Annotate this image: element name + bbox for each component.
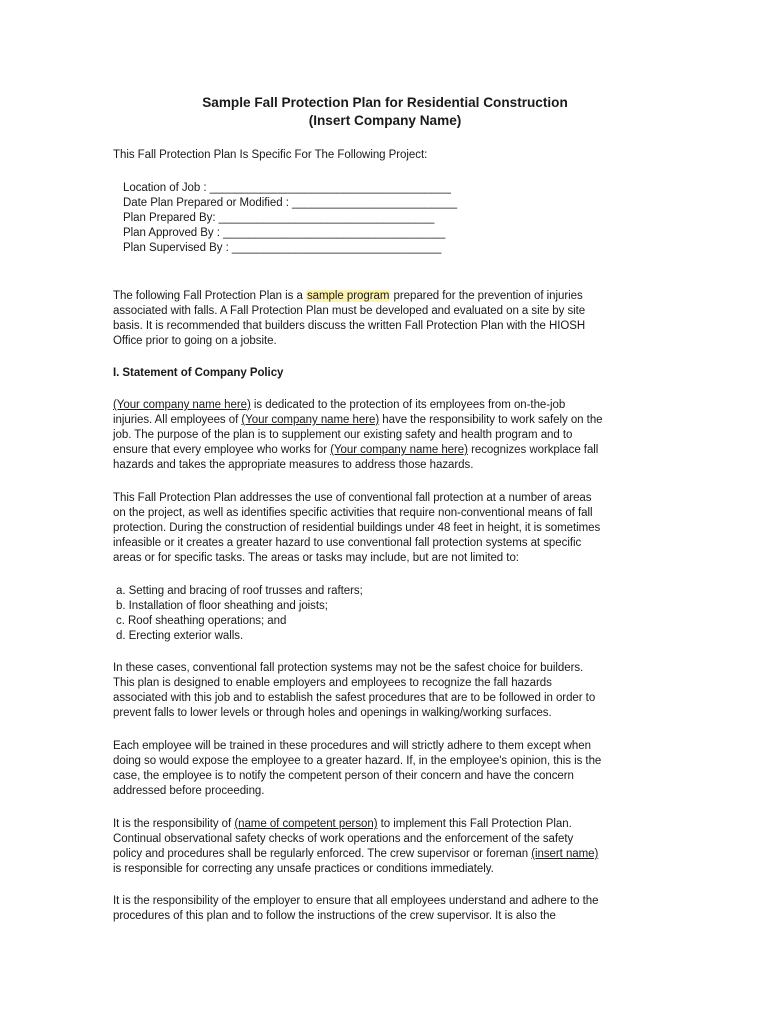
- fill-blank: _________________________________: [231, 242, 442, 254]
- fill-blank: __________________________________: [218, 212, 435, 224]
- fill-blank: ______________________________________: [209, 182, 451, 194]
- title-line-2: (Insert Company Name): [308, 113, 462, 128]
- placeholder-company-name: (Your company name here): [113, 399, 251, 411]
- field-plan-supervised-by: Plan Supervised By : _________________________________: [123, 242, 442, 254]
- project-fields: [123, 181, 668, 256]
- field-date-plan-prepared: Date Plan Prepared or Modified : __________________________: [123, 197, 458, 209]
- task-list: [116, 584, 661, 644]
- placeholder-insert-name: (insert name): [531, 848, 599, 860]
- field-plan-prepared-by: Plan Prepared By: __________________________________: [123, 212, 435, 224]
- field-location-of-job: Location of Job : ______________________________________: [123, 182, 451, 194]
- list-item: c. Roof sheathing operations; and: [116, 615, 287, 627]
- document-title: [0, 94, 770, 130]
- field-plan-approved-by: Plan Approved By : ___________________________________: [123, 227, 446, 239]
- placeholder-competent-person: (name of competent person): [234, 818, 378, 830]
- paragraph-employee-training: Each employee will be trained in these procedures and will strictly adhere to them except when doing so would expose the employee to a greater hazard. If, in the employee's opinion, this is the case, the employee is to notify the competent person of their concern and have the concern addressed before proceeding.: [113, 740, 602, 797]
- placeholder-company-name: (Your company name here): [330, 444, 468, 456]
- list-item: b. Installation of floor sheathing and joists;: [116, 600, 328, 612]
- fill-blank: ___________________________________: [223, 227, 446, 239]
- highlight-sample-program: sample program: [306, 290, 390, 302]
- list-item: d. Erecting exterior walls.: [116, 630, 244, 642]
- title-line-1: Sample Fall Protection Plan for Residential Construction: [202, 95, 568, 110]
- intro-text: This Fall Protection Plan Is Specific For The Following Project:: [113, 149, 428, 161]
- fill-blank: __________________________: [292, 197, 458, 209]
- paragraph-conventional-systems: In these cases, conventional fall protection systems may not be the safest choice for builders. This plan is designed to enable employers and employees to recognize the fall hazards associated with this job and to establish the safest procedures that are to be followed in order to prevent falls to lower levels or through holes and openings in walking/working surfaces.: [113, 662, 596, 719]
- list-item: a. Setting and bracing of roof trusses and rafters;: [116, 585, 363, 597]
- paragraph-employer-responsibility: It is the responsibility of the employer to ensure that all employees understand and adhere to the procedures of this plan and to follow the instructions of the crew supervisor. It is also the: [113, 895, 599, 922]
- section-heading-company-policy: I. Statement of Company Policy: [113, 367, 284, 379]
- paragraph-plan-scope: This Fall Protection Plan addresses the use of conventional fall protection at a number of areas on the project, as well as identifies specific activities that require non-conventional means of fall protection. During the construction of residential buildings under 48 feet in height, it is sometimes infeasible or it creates a greater hazard to use conventional fall protection systems at specific areas or for specific tasks. The areas or tasks may include, but are not limited to:: [113, 492, 601, 564]
- placeholder-company-name: (Your company name here): [241, 414, 380, 426]
- paragraph-competent-person: It is the responsibility of (name of competent person) to implement this Fall Protection Plan. Continual observational safety checks of work operations and the enforcement of the safety policy and procedures shall be regularly enforced. The crew supervisor or foreman (insert name) is responsible for correcting any unsafe practices or conditions immediately.: [113, 818, 599, 875]
- paragraph-sample-program: The following Fall Protection Plan is a sample program prepared for the prevention of injuries associated with falls. A Fall Protection Plan must be developed and evaluated on a site by site basis. It is recommended that builders discuss the written Fall Protection Plan with the HIOSH Office prior to going on a jobsite.: [113, 290, 586, 347]
- paragraph-company-dedication: (Your company name here) is dedicated to the protection of its employees from on-the-job injuries. All employees of (Your company name here) have the responsibility to work safely on the job. The purpose of the plan is to supplement our existing safety and health program and to ensure that every employee who works for (Your company name here) recognizes workplace fall hazards and takes the appropriate measures to address those hazards.: [113, 399, 603, 471]
